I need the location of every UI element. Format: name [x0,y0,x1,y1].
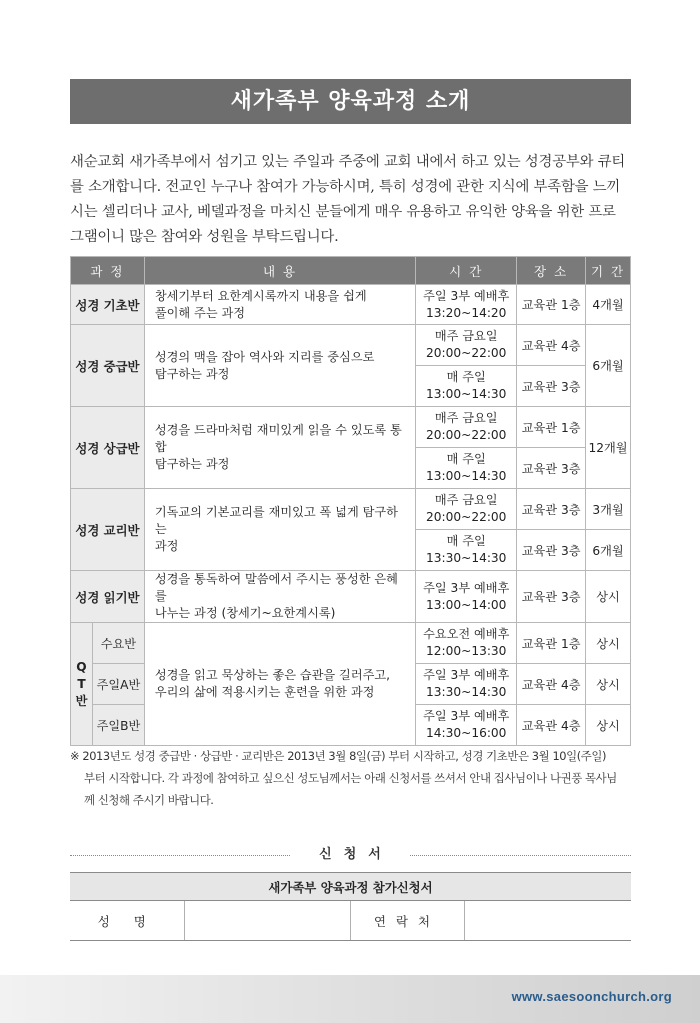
contact-field[interactable] [464,901,631,941]
time-line: 매주 금요일 [434,329,498,343]
table-row [71,571,631,623]
intro-line: 그램이니 많은 참여와 성원을 부탁드립니다. [70,229,339,245]
content-line: 성경의 맥을 잡아 역사와 지리를 중심으로 [154,349,375,364]
name-field[interactable] [184,901,350,941]
time-line: 주일 3부 예배후 [423,668,510,682]
dotted-divider [410,855,631,856]
course-place: 교육관 3층 [517,366,586,407]
header-period: 기 간 [586,257,631,285]
course-content [144,489,415,571]
course-place: 교육관 3층 [517,489,586,530]
time-line: 14:30~16:00 [425,726,507,740]
course-place: 교육관 1층 [517,623,586,664]
contact-label: 연락처 [350,901,464,941]
time-line: 13:20~14:20 [425,305,507,320]
content-line: 탐구하는 과정 [154,457,230,471]
course-content [144,285,415,325]
course-time [416,325,517,366]
table-row [71,489,631,530]
course-place: 교육관 3층 [517,448,586,489]
table-row [71,407,631,448]
content-line: 성경을 드라마처럼 재미있게 읽을 수 있도록 통합 [154,423,402,454]
time-line: 13:30~14:30 [425,551,507,565]
course-period: 상시 [586,623,631,664]
qt-letter: T [77,676,86,691]
course-content [144,407,415,489]
qt-letter: 반 [75,693,88,708]
intro-line: 를 소개합니다. 전교인 누구나 참여가 가능하시며, 특히 성경에 관한 지식에 부족함을 느끼 [70,179,621,195]
course-time [416,407,517,448]
course-content [144,571,415,623]
course-time [416,489,517,530]
content-line: 우리의 삶에 적용시키는 훈련을 위한 과정 [154,685,375,699]
note-line: 부터 시작합니다. 각 과정에 참여하고 싶으신 성도님께서는 아래 신청서를 쓰셔서 안내 집사님이나 나권풍 목사님 [84,771,617,785]
time-line: 주일 3부 예배후 [423,580,510,595]
course-name: 성경 상급반 [71,407,145,489]
application-section-title: 신청서 [319,847,393,862]
time-line: 13:30~14:30 [425,685,507,699]
course-time [416,623,517,664]
course-name: 성경 읽기반 [71,571,145,623]
course-period: 12개월 [586,407,631,489]
time-line: 주일 3부 예배후 [423,709,510,723]
course-place: 교육관 3층 [517,530,586,571]
time-line: 주일 3부 예배후 [423,288,510,303]
table-header-row [71,257,631,285]
application-form [70,872,631,941]
course-content [144,325,415,407]
course-content [144,623,415,746]
content-line: 풀이해 주는 과정 [154,305,246,320]
dotted-divider [70,855,290,856]
time-line: 매 주일 [446,452,486,466]
website-link[interactable]: www.saesoonchurch.org [511,989,672,1004]
name-label: 성 명 [70,901,184,941]
time-line: 매 주일 [446,534,486,548]
qt-sub-name: 주일B반 [92,705,144,746]
course-time [416,705,517,746]
time-line: 매주 금요일 [434,411,498,425]
course-period: 상시 [586,664,631,705]
intro-line: 새순교회 새가족부에서 섬기고 있는 주일과 주중에 교회 내에서 하고 있는 성경공부와 큐티 [70,154,626,170]
course-time [416,571,517,623]
time-line: 12:00~13:30 [425,644,507,658]
qt-sub-name: 수요반 [92,623,144,664]
application-form-header [70,873,631,901]
time-line: 20:00~22:00 [425,346,507,360]
course-place: 교육관 4층 [517,664,586,705]
header-content: 내 용 [144,257,415,285]
course-name: 성경 중급반 [71,325,145,407]
intro-paragraph [70,150,635,250]
course-place: 교육관 4층 [517,325,586,366]
time-line: 13:00~14:00 [425,597,507,612]
header-course: 과 정 [71,257,145,285]
time-line: 20:00~22:00 [425,510,507,524]
header-place: 장 소 [517,257,586,285]
schedule-note [70,745,640,811]
application-form-title: 새가족부 양육과정 참가신청서 [70,873,631,901]
time-line: 매 주일 [446,370,486,384]
content-line: 창세기부터 요한계시록까지 내용을 쉽게 [154,288,367,303]
course-place: 교육관 4층 [517,705,586,746]
course-period: 6개월 [586,530,631,571]
qt-sub-name: 주일A반 [92,664,144,705]
course-name: 성경 교리반 [71,489,145,571]
time-line: 20:00~22:00 [425,428,507,442]
course-period: 6개월 [586,325,631,407]
course-time [416,530,517,571]
course-name: 성경 기초반 [71,285,145,325]
time-line: 매주 금요일 [434,493,498,507]
header-time: 시 간 [416,257,517,285]
time-line: 13:00~14:30 [425,387,507,401]
course-time [416,285,517,325]
course-place: 교육관 3층 [517,571,586,623]
table-row [71,285,631,325]
note-line: ※ 2013년도 성경 중급반 · 상급반 · 교리반은 2013년 3월 8일(금) 부터 시작하고, 성경 기초반은 3월 10일(주일) [70,749,607,763]
course-period: 4개월 [586,285,631,325]
course-time [416,448,517,489]
table-row [71,325,631,366]
course-time [416,664,517,705]
time-line: 수요오전 예배후 [423,627,510,641]
page-title: 새가족부 양육과정 소개 [70,79,631,124]
content-line: 탐구하는 과정 [154,366,230,381]
course-place: 교육관 1층 [517,285,586,325]
course-time [416,366,517,407]
content-line: 과정 [154,539,179,553]
note-line: 께 신청해 주시기 바랍니다. [84,793,214,807]
course-period: 3개월 [586,489,631,530]
content-line: 나누는 과정 (창세기~요한계시록) [154,606,336,620]
qt-letter: Q [76,659,87,674]
course-table [70,256,631,746]
application-section-header [70,845,631,865]
course-period: 상시 [586,705,631,746]
course-period: 상시 [586,571,631,623]
content-line: 성경을 통독하여 말씀에서 주시는 풍성한 은혜를 [154,572,398,603]
application-form-row [70,901,631,941]
content-line: 기독교의 기본교리를 재미있고 폭 넓게 탐구하는 [154,505,398,536]
table-row [71,623,631,664]
time-line: 13:00~14:30 [425,469,507,483]
content-line: 성경을 읽고 묵상하는 좋은 습관을 길러주고, [154,668,391,682]
course-place: 교육관 1층 [517,407,586,448]
intro-line: 시는 셀리더나 교사, 베델과정을 마치신 분들에게 매우 유용하고 유익한 양육을 위한 프로 [70,204,616,220]
qt-course-name [71,623,93,746]
